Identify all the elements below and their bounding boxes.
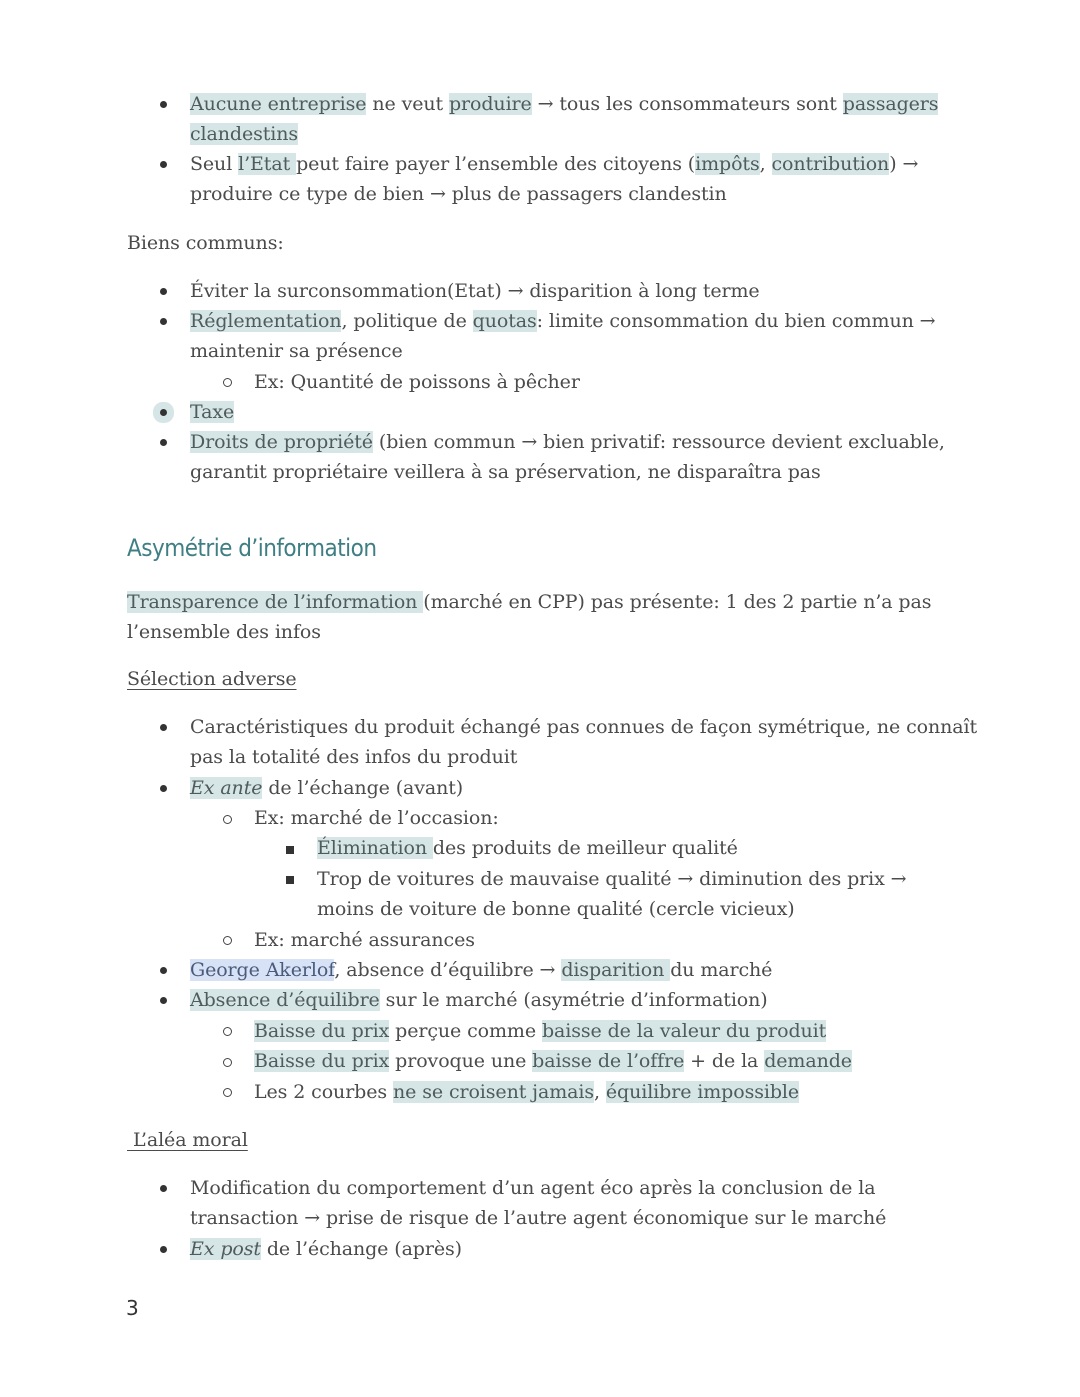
paragraph-label: Biens communs: <box>127 232 284 254</box>
sub-bullet <box>223 378 232 387</box>
bullet <box>160 997 167 1004</box>
sub-bullet <box>223 1027 232 1036</box>
bullet <box>160 1185 167 1192</box>
section-heading: Asymétrie d’information <box>127 534 377 562</box>
square-bullet-line: moins de voiture de bonne qualité (cercle vicieux) <box>317 898 795 920</box>
bullet-line: garantit propriétaire veillera à sa préservation, ne disparaîtra pas <box>190 461 821 483</box>
bullet-line: Réglementation, politique de quotas: limite consommation du bien commun → <box>190 310 936 332</box>
subsection-label: Sélection adverse <box>127 668 297 690</box>
bullet <box>160 161 167 168</box>
bullet-line: Taxe <box>190 401 235 423</box>
bullet-line: Seul l’Etat peut faire payer l’ensemble des citoyens (impôts, contribution) → <box>190 153 919 175</box>
bullet <box>160 724 167 731</box>
bullet-line: Aucune entreprise ne veut produire → tous les consommateurs sont passagers <box>190 93 939 115</box>
bullet <box>160 318 167 325</box>
sub-bullet-line: Ex: marché de l’occasion: <box>254 807 499 829</box>
subsection-label: L’aléa moral <box>127 1129 248 1151</box>
square-bullet-line: Élimination des produits de meilleur qualité <box>317 837 738 859</box>
sub-bullet <box>223 1058 232 1067</box>
bullet-line: Ex ante de l’échange (avant) <box>190 777 464 799</box>
bullet <box>160 785 167 792</box>
bullet-line: Éviter la surconsommation(Etat) → disparition à long terme <box>190 280 760 302</box>
bullet-line: Ex post de l’échange (après) <box>190 1238 462 1260</box>
square-bullet <box>286 846 294 854</box>
bullet-line: Caractéristiques du produit échangé pas connues de façon symétrique, ne connaît <box>190 716 978 738</box>
bullet-line: produire ce type de bien → plus de passagers clandestin <box>190 183 727 205</box>
bullet <box>160 288 167 295</box>
bullet-line: transaction → prise de risque de l’autre agent économique sur le marché <box>190 1207 887 1229</box>
bullet-line: clandestins <box>190 123 299 145</box>
sub-bullet-line: Baisse du prix perçue comme baisse de la valeur du produit <box>254 1020 827 1042</box>
bullet-line: Droits de propriété (bien commun → bien privatif: ressource devient excluable, <box>190 431 945 453</box>
bullet <box>160 1246 167 1253</box>
page-number: 3 <box>126 1296 139 1320</box>
sub-bullet <box>223 936 232 945</box>
sub-bullet <box>223 1088 232 1097</box>
paragraph: l’ensemble des infos <box>127 621 321 643</box>
sub-bullet-line: Les 2 courbes ne se croisent jamais, équilibre impossible <box>254 1081 800 1103</box>
sub-bullet <box>223 815 232 824</box>
bullet-line: Absence d’équilibre sur le marché (asymétrie d’information) <box>190 989 768 1011</box>
bullet <box>160 967 167 974</box>
sub-bullet-line: Baisse du prix provoque une baisse de l’offre + de la demande <box>254 1050 852 1072</box>
square-bullet <box>286 876 294 884</box>
bullet <box>160 409 167 416</box>
square-bullet-line: Trop de voitures de mauvaise qualité → diminution des prix → <box>317 868 907 890</box>
bullet <box>160 101 167 108</box>
bullet-line: pas la totalité des infos du produit <box>190 746 518 768</box>
paragraph: Transparence de l’information (marché en CPP) pas présente: 1 des 2 partie n’a pas <box>127 591 932 613</box>
sub-bullet-line: Ex: Quantité de poissons à pêcher <box>254 371 580 393</box>
sub-bullet-line: Ex: marché assurances <box>254 929 475 951</box>
bullet-line: maintenir sa présence <box>190 340 403 362</box>
bullet <box>160 439 167 446</box>
bullet-line: George Akerlof, absence d’équilibre → disparition du marché <box>190 959 773 981</box>
bullet-line: Modification du comportement d’un agent éco après la conclusion de la <box>190 1177 876 1199</box>
